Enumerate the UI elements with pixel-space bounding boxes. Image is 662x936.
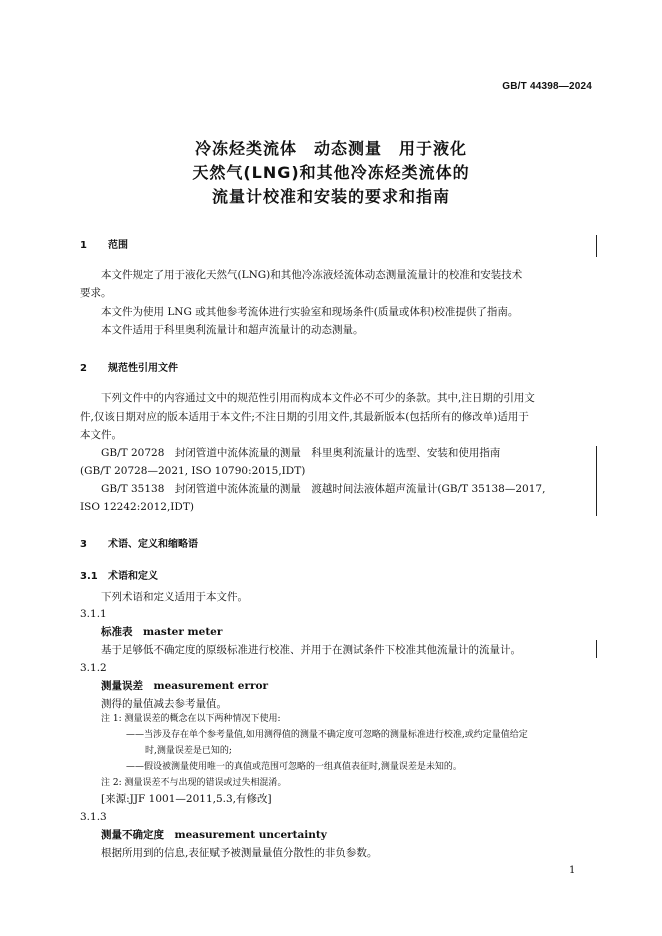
term-definition: 基于足够低不确定度的原级标准进行校准、并用于在测试条件下校准其他流量计的流量计。 [101,644,521,656]
paragraph: 要求。 [80,287,112,299]
section-number: 2 [80,363,87,374]
subsection-3-1-heading [80,567,158,582]
term-number: 3.1.1 [80,608,107,620]
change-bar [596,640,597,658]
paragraph: 本文件适用于科里奥利流量计和超声流量计的动态测量。 [101,324,364,336]
paragraph: 本文件。 [80,429,122,441]
section-3-heading [80,535,198,550]
reference-entry: GB/T 35138 封闭管道中流体流量的测量 渡越时间法液体超声流量计(GB/T 35138—2017, [101,483,546,495]
section-2-heading [80,359,178,374]
note-item: ——当涉及存在单个参考量值,如用测得值的测量不确定度可忽略的测量标准进行校准,或约定量值给定 [126,730,528,740]
section-number: 1 [80,240,87,251]
note-item: 时,测量误差是已知的; [145,746,232,756]
section-number: 3 [80,539,87,550]
note: 注 1: 测量误差的概念在以下两种情况下使用: [101,714,281,724]
section-title: 范围 [108,240,128,251]
term: 标准表 master meter [101,626,223,638]
reference-entry: ISO 12242:2012,IDT) [80,501,194,513]
term: 测量不确定度 measurement uncertainty [101,829,327,841]
document-title-line-3: 流量计校准和安装的要求和指南 [211,187,450,206]
standard-number: GB/T 44398—2024 [502,81,592,92]
note: 注 2: 测量误差不与出现的错误或过失相混淆。 [101,778,287,788]
note-item: ——假设被测量使用唯一的真值或范围可忽略的一组真值表征时,测量误差是未知的。 [126,762,462,772]
source-citation: [来源:JJF 1001—2011,5.3,有修改] [101,793,272,805]
section-title: 术语和定义 [108,571,158,582]
section-number: 3.1 [80,571,98,582]
term: 测量误差 measurement error [101,680,269,692]
change-bar [596,446,597,516]
document-title-line-2: 天然气(LNG)和其他冷冻烃类流体的 [192,163,470,182]
term-definition: 根据所用到的信息,表征赋予被测量量值分散性的非负参数。 [101,847,378,859]
document-title-line-1: 冷冻烃类流体 动态测量 用于液化 [194,139,467,158]
term-definition: 测得的量值减去参考量值。 [101,698,227,710]
section-1-heading [80,236,128,251]
paragraph: 件,仅该日期对应的版本适用于本文件;不注日期的引用文件,其最新版本(包括所有的修改单)适用于 [80,411,529,423]
change-bar [596,235,597,257]
section-title: 规范性引用文件 [108,363,178,374]
reference-entry: GB/T 20728 封闭管道中流体流量的测量 科里奥利流量计的选型、安装和使用指南 [101,447,501,459]
paragraph: 本文件规定了用于液化天然气(LNG)和其他冷冻液烃流体动态测量流量计的校准和安装技术 [101,269,523,281]
paragraph: 本文件为使用 LNG 或其他参考流体进行实验室和现场条件(质量或体积)校准提供了指南。 [101,306,519,318]
page-number: 1 [569,865,576,876]
term-number: 3.1.2 [80,662,107,674]
paragraph: 下列文件中的内容通过文中的规范性引用而构成本文件必不可少的条款。其中,注日期的引用文 [101,392,535,404]
paragraph: 下列术语和定义适用于本文件。 [101,591,248,603]
section-title: 术语、定义和缩略语 [108,539,198,550]
term-number: 3.1.3 [80,811,107,823]
reference-entry: (GB/T 20728—2021, ISO 10790:2015,IDT) [80,465,306,477]
